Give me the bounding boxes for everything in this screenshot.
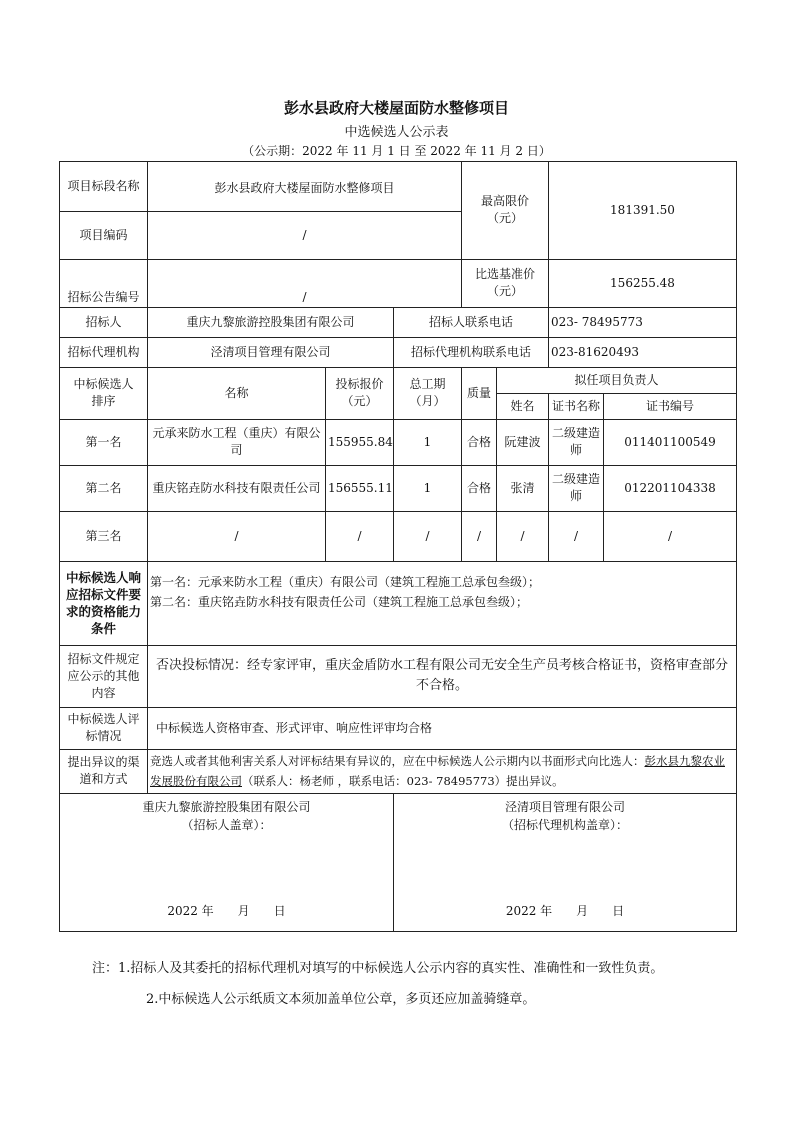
publicity-period: （公示期：2022 年 11 月 1 日 至 2022 年 11 月 2 日） — [242, 144, 551, 158]
candidate-rank: 第三名 — [60, 511, 148, 561]
objection-label: 提出异议的渠道和方式 — [60, 749, 148, 793]
table-row — [60, 419, 737, 465]
section-value: 彭水县政府大楼屋面防水整修项目 — [148, 161, 462, 211]
review-value: 中标候选人资格审查、形式评审、响应性评审均合格 — [148, 707, 737, 749]
base-price-value: 156255.48 — [549, 259, 737, 307]
candidate-quality: / — [462, 511, 497, 561]
doc-title: 彭水县政府大楼屋面防水整修项目 — [283, 99, 509, 117]
candidate-cert-no: 012201104338 — [604, 465, 737, 511]
header-name: 名称 — [148, 367, 326, 419]
table-row — [60, 465, 737, 511]
section-label: 项目标段名称 — [60, 161, 148, 211]
tenderer-value: 重庆九黎旅游控股集团有限公司 — [148, 307, 394, 337]
agent-label: 招标代理机构 — [60, 337, 148, 367]
header-cert-name: 证书名称 — [549, 393, 604, 419]
header-price: 投标报价（元） — [326, 367, 394, 419]
objection-text-1: 竞选人或者其他利害关系人对评标结果有异议的，应在中标候选人公示期内以书面形式向比选人： — [150, 754, 645, 768]
agent-org: 泾清项目管理有限公司 — [504, 799, 625, 814]
candidate-cert-name: 二级建造师 — [549, 419, 604, 465]
note-1: 注：1.招标人及其委托的招标代理机对填写的中标候选人公示内容的真实性、准确性和一致性负责。 — [92, 961, 664, 976]
candidate-duration: / — [394, 511, 462, 561]
max-price-value: 181391.50 — [549, 161, 737, 259]
candidate-duration: 1 — [394, 419, 462, 465]
candidate-cert-name: / — [549, 511, 604, 561]
objection-value — [148, 749, 737, 793]
agent-phone-label: 招标代理机构联系电话 — [394, 337, 549, 367]
agent-date: 2022 年 月 日 — [505, 903, 625, 918]
candidate-name: / — [148, 511, 326, 561]
code-value: / — [148, 211, 462, 259]
tenderer-stamp: （招标人盖章）： — [181, 817, 272, 832]
candidate-cert-no: 011401100549 — [604, 419, 737, 465]
notice-value: / — [148, 259, 462, 307]
objection-recipient: 彭水县九黎农业发展股份有限公司 — [150, 754, 725, 788]
candidate-cert-name: 二级建造师 — [549, 465, 604, 511]
candidate-duration: 1 — [394, 465, 462, 511]
code-label: 项目编码 — [60, 211, 148, 259]
header-quality: 质量 — [462, 367, 497, 419]
objection-text-2: （联系人：杨老师 ，联系电话：023- 78495773）提出异议。 — [242, 774, 564, 788]
candidate-rank: 第二名 — [60, 465, 148, 511]
review-label: 中标候选人评标情况 — [60, 707, 148, 749]
candidate-person: 张清 — [497, 465, 549, 511]
max-price-label: 最高限价（元） — [462, 161, 549, 259]
tenderer-org: 重庆九黎旅游控股集团有限公司 — [142, 799, 311, 814]
header-cert-no: 证书编号 — [604, 393, 737, 419]
candidate-name: 重庆铭垚防水科技有限责任公司 — [148, 465, 326, 511]
table-row — [60, 511, 737, 561]
header-manager: 拟任项目负责人 — [497, 367, 737, 393]
candidate-rank: 第一名 — [60, 419, 148, 465]
candidate-price: 156555.11 — [326, 465, 394, 511]
candidate-price: / — [326, 511, 394, 561]
candidate-quality: 合格 — [462, 419, 497, 465]
tenderer-label: 招标人 — [60, 307, 148, 337]
candidate-cert-no: / — [604, 511, 737, 561]
notice-label: 招标公告编号 — [60, 259, 148, 307]
agent-signature — [394, 793, 737, 931]
other-label: 招标文件规定应公示的其他内容 — [60, 645, 148, 707]
qualification-line-1: 第一名：元承来防水工程（重庆）有限公司（建筑工程施工总承包叁级）； — [150, 574, 541, 589]
candidate-quality: 合格 — [462, 465, 497, 511]
base-price-label: 比选基准价（元） — [462, 259, 549, 307]
tenderer-signature — [60, 793, 394, 931]
candidate-table — [59, 160, 737, 932]
qualification-value — [148, 561, 737, 645]
candidate-price: 155955.84 — [326, 419, 394, 465]
qualification-line-2: 第二名：重庆铭垚防水科技有限责任公司（建筑工程施工总承包叁级）； — [150, 594, 529, 609]
note-2: 2.中标候选人公示纸质文本须加盖单位公章，多页还应加盖骑缝章。 — [146, 992, 536, 1007]
agent-value: 泾清项目管理有限公司 — [148, 337, 394, 367]
qualification-label: 中标候选人响应招标文件要求的资格能力条件 — [60, 561, 148, 645]
header-person: 姓名 — [497, 393, 549, 419]
doc-subtitle: 中选候选人公示表 — [344, 125, 449, 140]
candidate-person: / — [497, 511, 549, 561]
header-rank: 中标候选人排序 — [60, 367, 148, 419]
other-value: 否决投标情况：经专家评审，重庆金盾防水工程有限公司无安全生产员考核合格证书，资格审查部分不合格。 — [148, 645, 737, 707]
agent-stamp: （招标代理机构盖章）： — [501, 817, 628, 832]
tenderer-date: 2022 年 月 日 — [167, 903, 286, 918]
header-duration: 总工期（月） — [394, 367, 462, 419]
agent-phone-value: 023-81620493 — [549, 337, 737, 367]
tenderer-phone-label: 招标人联系电话 — [394, 307, 549, 337]
candidate-person: 阮建波 — [497, 419, 549, 465]
candidate-name: 元承来防水工程（重庆）有限公司 — [148, 419, 326, 465]
tenderer-phone-value: 023- 78495773 — [549, 307, 737, 337]
